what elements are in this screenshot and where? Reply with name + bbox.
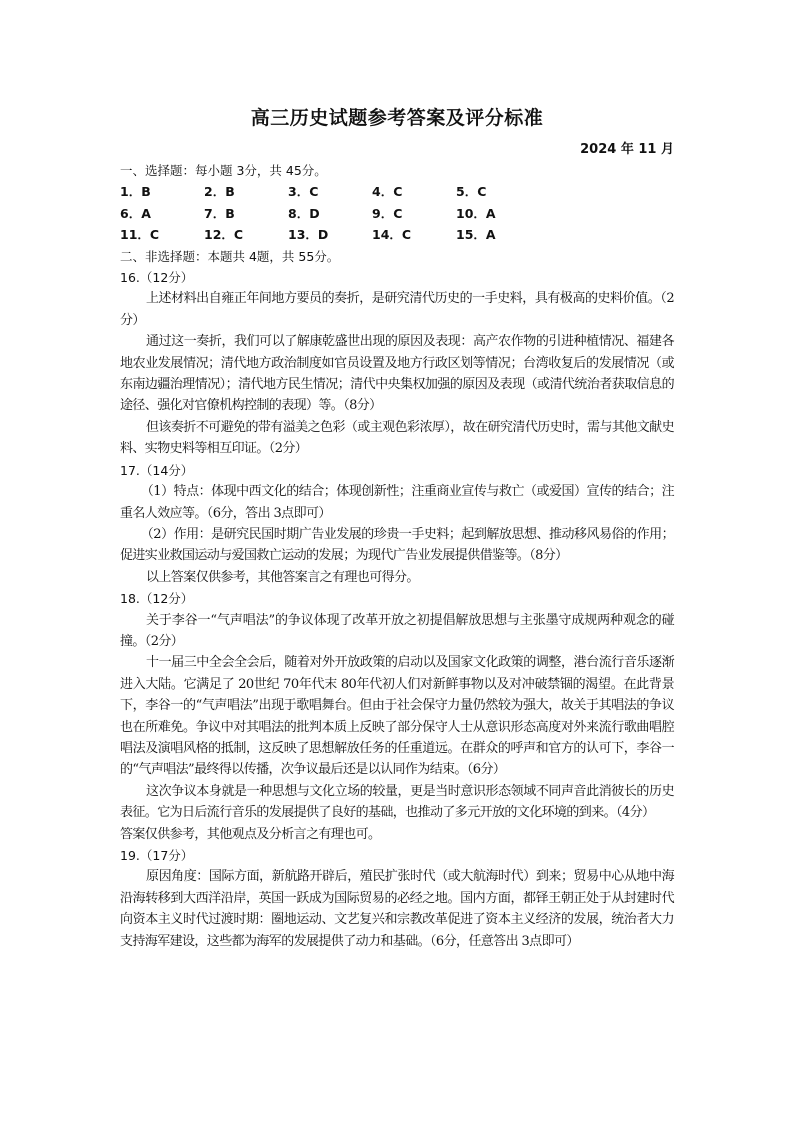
- section2-heading: 二、非选择题：本题共 4题，共 55分。: [120, 248, 340, 264]
- question-18-paragraph: 这次争议本身就是一种思想与文化立场的较量，更是当时意识形态领域不同声音此消彼长的历史表征。它为日后流行音乐的发展提供了良好的基础，也推动了多元开放的文化环境的到来。（4分）: [120, 783, 674, 821]
- answer-item: 4．C: [372, 184, 403, 200]
- answer-item: 1．B: [120, 184, 151, 200]
- answer-item: 6．A: [120, 205, 151, 221]
- question-16-label: 16.（12分）: [120, 270, 194, 286]
- answer-item: 15．A: [456, 227, 496, 243]
- answer-item: 11．C: [120, 227, 160, 243]
- question-18-paragraph: 关于李谷一“气声唱法”的争议体现了改革开放之初提倡解放思想与主张墨守成规两种观念的碰撞。（2分）: [120, 612, 674, 649]
- answer-item: 10．A: [456, 205, 496, 221]
- section1-heading: 一、选择题：每小题 3分，共 45分。: [120, 163, 327, 178]
- answer-item: 7．B: [204, 205, 235, 221]
- answer-item: 14．C: [372, 227, 412, 243]
- answer-item: 2．B: [204, 184, 235, 200]
- answer-row: [120, 181, 674, 202]
- question-17-label: 17.（14分）: [120, 462, 194, 478]
- question-16-paragraph: 通过这一奏折，我们可以了解康乾盛世出现的原因及表现：高产农作物的引进种植情况、福建各地农业发展情况；清代地方政治制度如官员设置及地方行政区划等情况；台湾收复后的发展情况（或东南边疆治理情况）；清代地方民生情况；清代中央集权加强的原因及表现（或清代统治者获取信息的途径、强化对官僚机构控制的表现）等。（8分）: [120, 334, 674, 414]
- question-18-note: 答案仅供参考，其他观点及分析言之有理也可。: [120, 826, 381, 842]
- answer-row: [120, 203, 674, 224]
- answer-item: 12．C: [204, 227, 244, 243]
- question-17-paragraph: （1）特点：体现中西文化的结合；体现创新性；注重商业宣传与救亡（或爱国）宣传的结合；注重名人效应等。（6分，答出 3点即可）: [120, 484, 674, 521]
- question-16-paragraph: 但该奏折不可避免的带有溢美之色彩（或主观色彩浓厚），故在研究清代历史时，需与其他文献史料、实物史料等相互印证。（2分）: [120, 419, 674, 457]
- answer-item: 8．D: [288, 205, 320, 221]
- question-16-paragraph: 上述材料出自雍正年间地方要员的奏折，是研究清代历史的一手史料，具有极高的史料价值。（2分）: [120, 291, 674, 328]
- question-18-label: 18.（12分）: [120, 591, 194, 607]
- document-body: [120, 160, 674, 952]
- answer-row: [120, 224, 674, 245]
- question-18-paragraph: 十一届三中全会全会后，随着对外开放政策的启动以及国家文化政策的调整，港台流行音乐逐渐进入大陆。它满足了 20世纪 70年代末 80年代初人们对新鲜事物以及对冲破禁锢的渴望。在此背景下，李谷一的“气声唱法”出现于歌唱舞台。但由于社会保守力量仍然较为强大，故关于其唱法的争议也在所难免。争议中对其唱法的批判本质上反映了部分保守人士从意识形态高度对外来流行歌曲唱腔唱法及演唱风格的抵制，这反映了思想解放任务的任重道远。在群众的呼声和官方的认可下，李谷一的“气声唱法”最终得以传播，次争议最后还是以认同作为结束。（6分）: [120, 655, 674, 778]
- question-17-paragraph: （2）作用：是研究民国时期广告业发展的珍贵一手史料；起到解放思想、推动移风易俗的作用；促进实业救国运动与爱国救亡运动的发展；为现代广告业发展提供借鉴等。（8分）: [120, 526, 674, 564]
- document-date: 2024 年 11 月: [580, 142, 674, 157]
- answer-item: 13．D: [288, 227, 329, 243]
- question-17-paragraph: 以上答案仅供参考，其他答案言之有理也可得分。: [146, 569, 419, 585]
- question-19-paragraph: 原因角度：国际方面，新航路开辟后，殖民扩张时代（或大航海时代）到来；贸易中心从地中海沿海转移到大西洋沿岸，英国一跃成为国际贸易的必经之地。国内方面，都铎王朝正处于从封建时代向资本主义时代过渡时期：圈地运动、文艺复兴和宗教改革促进了资本主义经济的发展，统治者大力支持海军建设，这些都为海军的发展提供了动力和基础。（6分，任意答出 3点即可）: [120, 869, 674, 949]
- answer-item: 5．C: [456, 184, 487, 200]
- question-19-label: 19.（17分）: [120, 848, 194, 863]
- answer-item: 3．C: [288, 184, 319, 200]
- answer-item: 9．C: [372, 205, 403, 221]
- page-title: 高三历史试题参考答案及评分标准: [250, 107, 544, 129]
